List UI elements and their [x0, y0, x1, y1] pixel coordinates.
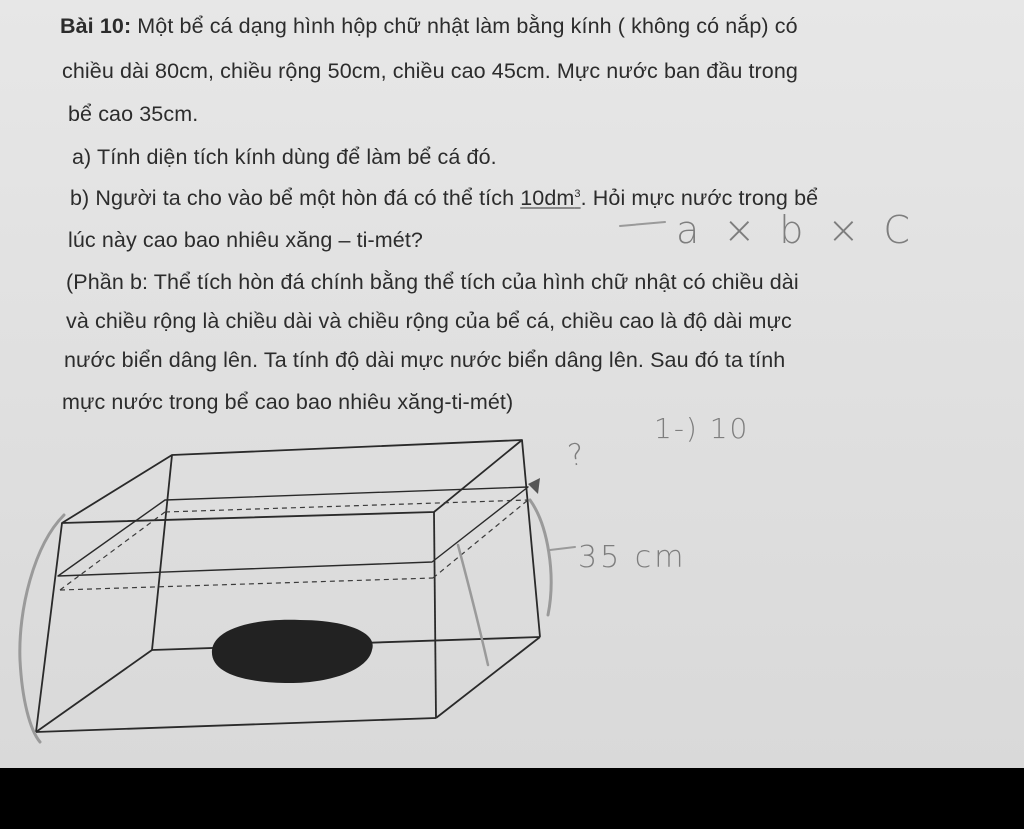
part-a-question: a) Tính diện tích kính dùng để làm bể cá đó. — [72, 145, 497, 169]
handwritten-question-mark: ? — [565, 437, 587, 474]
tank-bottom-left-edge — [36, 650, 152, 732]
pencil-left-bracket — [20, 515, 64, 742]
handwritten-arrow-note: 1-) 10 — [654, 412, 750, 445]
part-b-text-post: . Hỏi mực nước trong bể — [580, 186, 819, 210]
hint-line-4: mực nước trong bể cao bao nhiêu xăng-ti-mét) — [62, 390, 514, 414]
tank-bottom-right-edge — [436, 637, 540, 718]
problem-intro-text-1: Một bể cá dạng hình hộp chữ nhật làm bằng kính ( không có nắp) có — [137, 14, 798, 38]
water-level-dashed-right — [433, 500, 528, 578]
pencil-formula-underline — [620, 222, 665, 226]
problem-title: Bài 10: — [60, 14, 132, 38]
hint-line-2: và chiều rộng là chiều dài và chiều rộng của bể cá, chiều cao là độ dài mực — [66, 309, 792, 333]
tank-back-left-edge — [152, 455, 172, 650]
water-level-dashed-left — [60, 512, 165, 590]
problem-intro-line-3: bể cao 35cm. — [68, 102, 199, 126]
stone-shape — [212, 620, 373, 683]
stone-volume-value: 10dm — [520, 186, 575, 210]
handwritten-formula: a × b × C — [676, 208, 916, 252]
pencil-arrow-to-label — [550, 547, 575, 550]
tank-front-bottom-edge — [36, 718, 436, 732]
pencil-stroke-inside — [458, 545, 488, 665]
part-b-question-line-2: lúc này cao bao nhiêu xăng – ti-mét? — [68, 228, 423, 252]
water-level-dashed-top — [165, 500, 528, 512]
handwritten-water-level-label: 35 cm — [578, 540, 687, 575]
tank-front-right-edge — [434, 512, 436, 718]
pencil-arrowhead — [528, 478, 540, 494]
tank-back-right-edge — [522, 440, 540, 637]
part-b-text-pre: b) Người ta cho vào bể một hòn đá có thể tích — [70, 186, 521, 210]
photo-bottom-black-bar — [0, 768, 1024, 829]
hint-line-3: nước biển dâng lên. Ta tính độ dài mực nước biển dâng lên. Sau đó ta tính — [64, 348, 786, 372]
problem-intro-line-2: chiều dài 80cm, chiều rộng 50cm, chiều cao 45cm. Mực nước ban đầu trong — [62, 59, 798, 83]
water-surface — [58, 487, 528, 576]
tank-top-edge — [62, 440, 522, 523]
water-level-dashed-front — [60, 578, 433, 590]
hint-line-1: (Phần b: Thể tích hòn đá chính bằng thể tích của hình chữ nhật có chiều dài — [66, 270, 799, 294]
stone-volume-exponent: 3 — [574, 187, 581, 200]
